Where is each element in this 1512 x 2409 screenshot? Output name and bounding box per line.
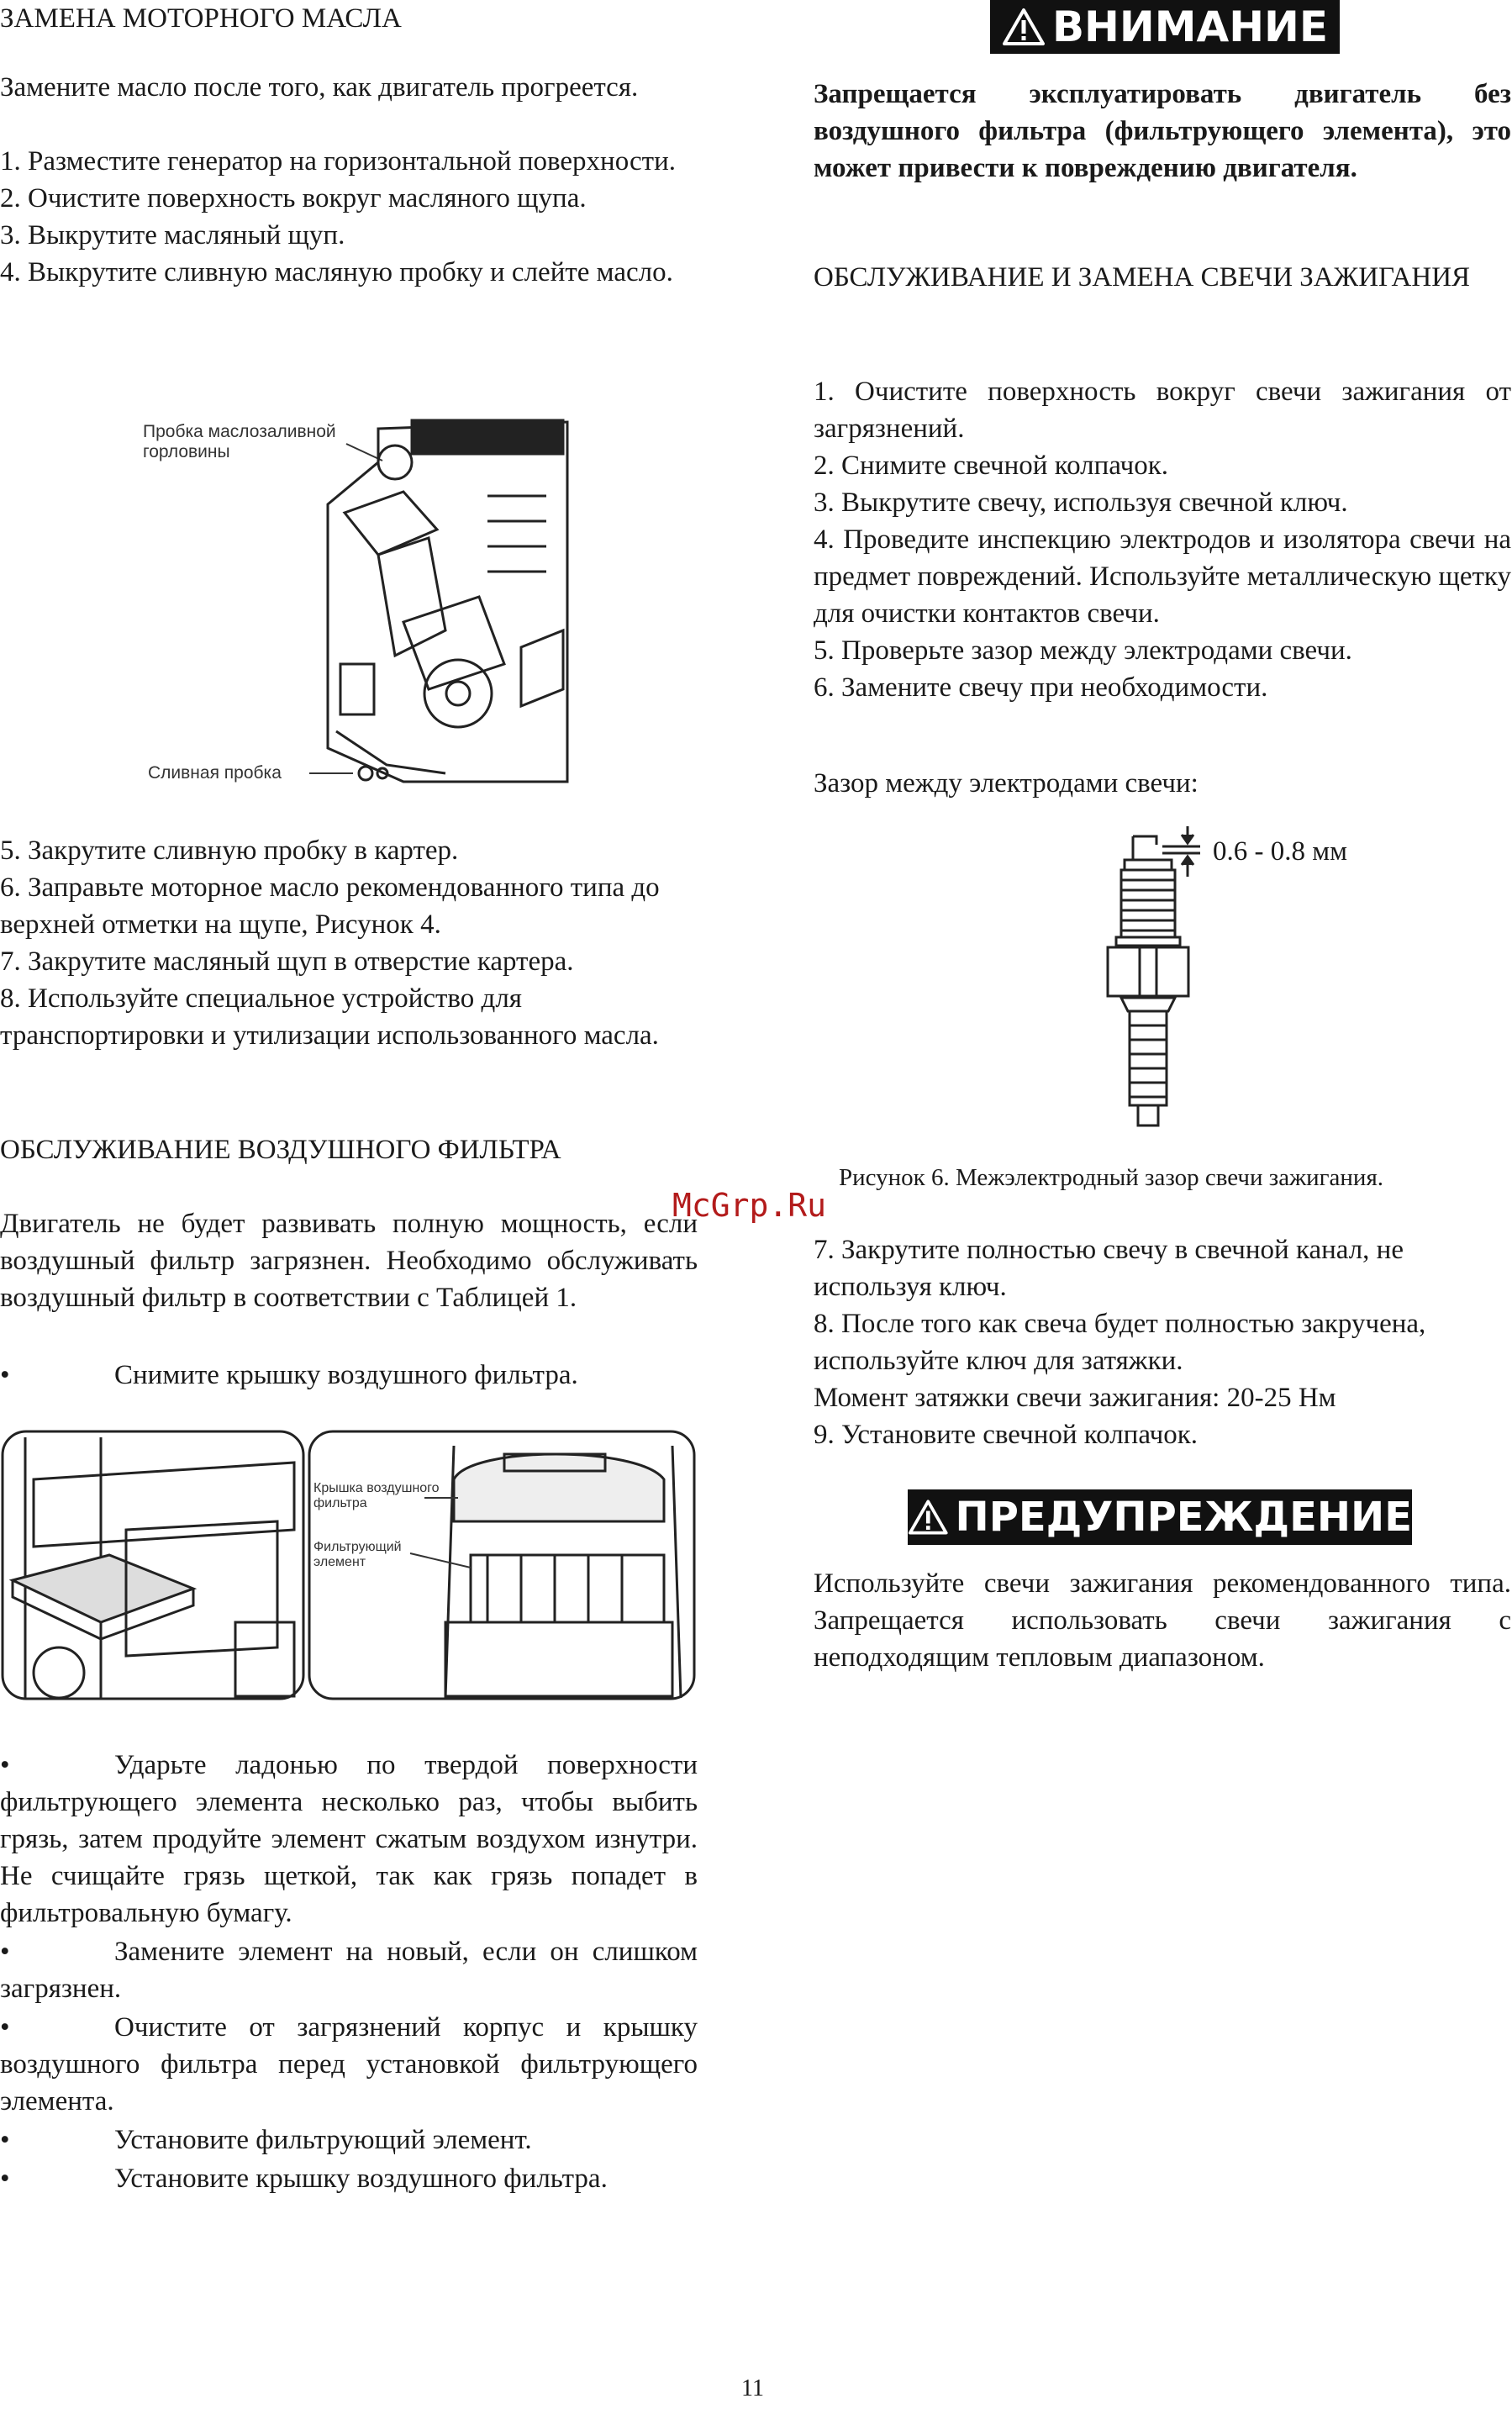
warning-text: Используйте свечи зажигания рекомендованного типа. Запрещается использовать свечи зажигания с неподходящим тепловым диапазоном. [814,1568,1511,1673]
bullet-glyph: • [0,1360,10,1390]
spark-step-9: 9. Установите свечной колпачок. [814,1420,1199,1450]
filter-element-label: Фильтрующий элемент [313,1540,402,1569]
filter-bullets [0,1747,698,2197]
heading-oil-change: ЗАМЕНА МОТОРНОГО МАСЛА [0,3,402,34]
filter-intro: Двигатель не будет развивать полную мощность, если воздушный фильтр загрязнен. Необходимо обслуживать воздушный фильтр в соответствии с Таблицей 1. [0,1209,698,1313]
warning-triangle-icon [1002,8,1046,46]
oil-step-6: 6. Заправьте моторное масло рекомендованного типа до верхней отметки на щупе, Рисунок 4. [0,872,660,940]
drain-plug-label: Сливная пробка [148,763,282,783]
spark-step-5: 5. Проверьте зазор между электродами свечи. [814,635,1352,666]
filter-bullet-clean: • Ударьте ладонью по твердой поверхности фильтрующего элемента несколько раз, чтобы выбить грязь, затем продуйте элемент сжатым воздухом изнутри. Не счищайте грязь щеткой, так как грязь попадет в фильтровальную бумагу. [0,1750,698,1928]
heading-spark-plug: ОБСЛУЖИВАНИЕ И ЗАМЕНА СВЕЧИ ЗАЖИГАНИЯ [814,262,1471,293]
filter-bullet-install-cover: • Установите крышку воздушного фильтра. [0,2164,608,2194]
oil-intro: Замените масло после того, как двигатель прогреется. [0,72,639,103]
oil-step-4: 4. Выкрутите сливную масляную пробку и слейте масло. [0,257,673,287]
spark-step-8: 8. После того как свеча будет полностью закручена, используйте ключ для затяжки. [814,1309,1426,1376]
warning-banner: ПРЕДУПРЕЖДЕНИЕ [908,1489,1412,1545]
figure-6-caption: Рисунок 6. Межэлектродный зазор свечи зажигания. [839,1164,1384,1191]
spark-steps-b [814,1231,1511,1453]
warning-triangle-icon [908,1498,949,1537]
filter-bullet-remove-cover: • Снимите крышку воздушного фильтра. [0,1357,698,1394]
spark-step-4: 4. Проведите инспекцию электродов и изолятора свечи на предмет повреждений. Используйте металлическую щетку для очистки контактов свечи. [814,524,1511,629]
air-filter-figure [0,1429,698,1702]
engine-illustration [126,412,580,799]
oil-step-7: 7. Закрутите масляный щуп в отверстие картера. [0,946,574,977]
spark-step-7: 7. Закрутите полностью свечу в свечной канал, не используя ключ. [814,1235,1404,1302]
spark-step-1: 1. Очистите поверхность вокруг свечи зажигания от загрязнений. [814,377,1511,444]
oil-steps-b [0,832,698,1054]
attention-text: Запрещается эксплуатировать двигатель без воздушного фильтра (фильтрующего элемента), это может привести к повреждению двигателя. [814,79,1511,183]
oil-steps-a [0,143,698,291]
fill-plug-label: Пробка маслозаливной горловины [143,422,336,461]
spark-step-3: 3. Выкрутите свечу, используя свечной ключ. [814,488,1348,518]
heading-air-filter: ОБСЛУЖИВАНИЕ ВОЗДУШНОГО ФИЛЬТРА [0,1135,561,1165]
oil-step-1: 1. Разместите генератор на горизонтальной поверхности. [0,146,676,177]
attention-banner: ВНИМАНИЕ [990,0,1340,54]
oil-step-3: 3. Выкрутите масляный щуп. [0,220,345,250]
watermark: McGrp.Ru [672,1187,827,1224]
spark-plug-figure [1091,820,1444,1147]
engine-figure [126,412,580,799]
oil-step-8: 8. Используйте специальное устройство для транспортировки и утилизации использованного масла. [0,983,659,1051]
spark-step-2: 2. Снимите свечной колпачок. [814,451,1168,481]
spark-step-6: 6. Замените свечу при необходимости. [814,672,1268,703]
gap-value: 0.6 - 0.8 мм [1213,836,1348,867]
oil-step-5: 5. Закрутите сливную пробку в картер. [0,836,459,866]
oil-step-2: 2. Очистите поверхность вокруг масляного щупа. [0,183,587,213]
torque-value: Момент затяжки свечи зажигания: 20-25 Нм [814,1383,1336,1413]
spark-steps-a [814,373,1511,706]
filter-cover-label: Крышка воздушного фильтра [313,1481,440,1510]
page-number: 11 [741,2375,764,2401]
filter-bullet-replace: • Замените элемент на новый, если он слишком загрязнен. [0,1937,698,2004]
gap-label: Зазор между электродами свечи: [814,768,1199,799]
filter-bullet-install-element: • Установите фильтрующий элемент. [0,2125,532,2155]
filter-bullet-clean-housing: • Очистите от загрязнений корпус и крышку воздушного фильтра перед установкой фильтрующего элемента. [0,2012,698,2116]
